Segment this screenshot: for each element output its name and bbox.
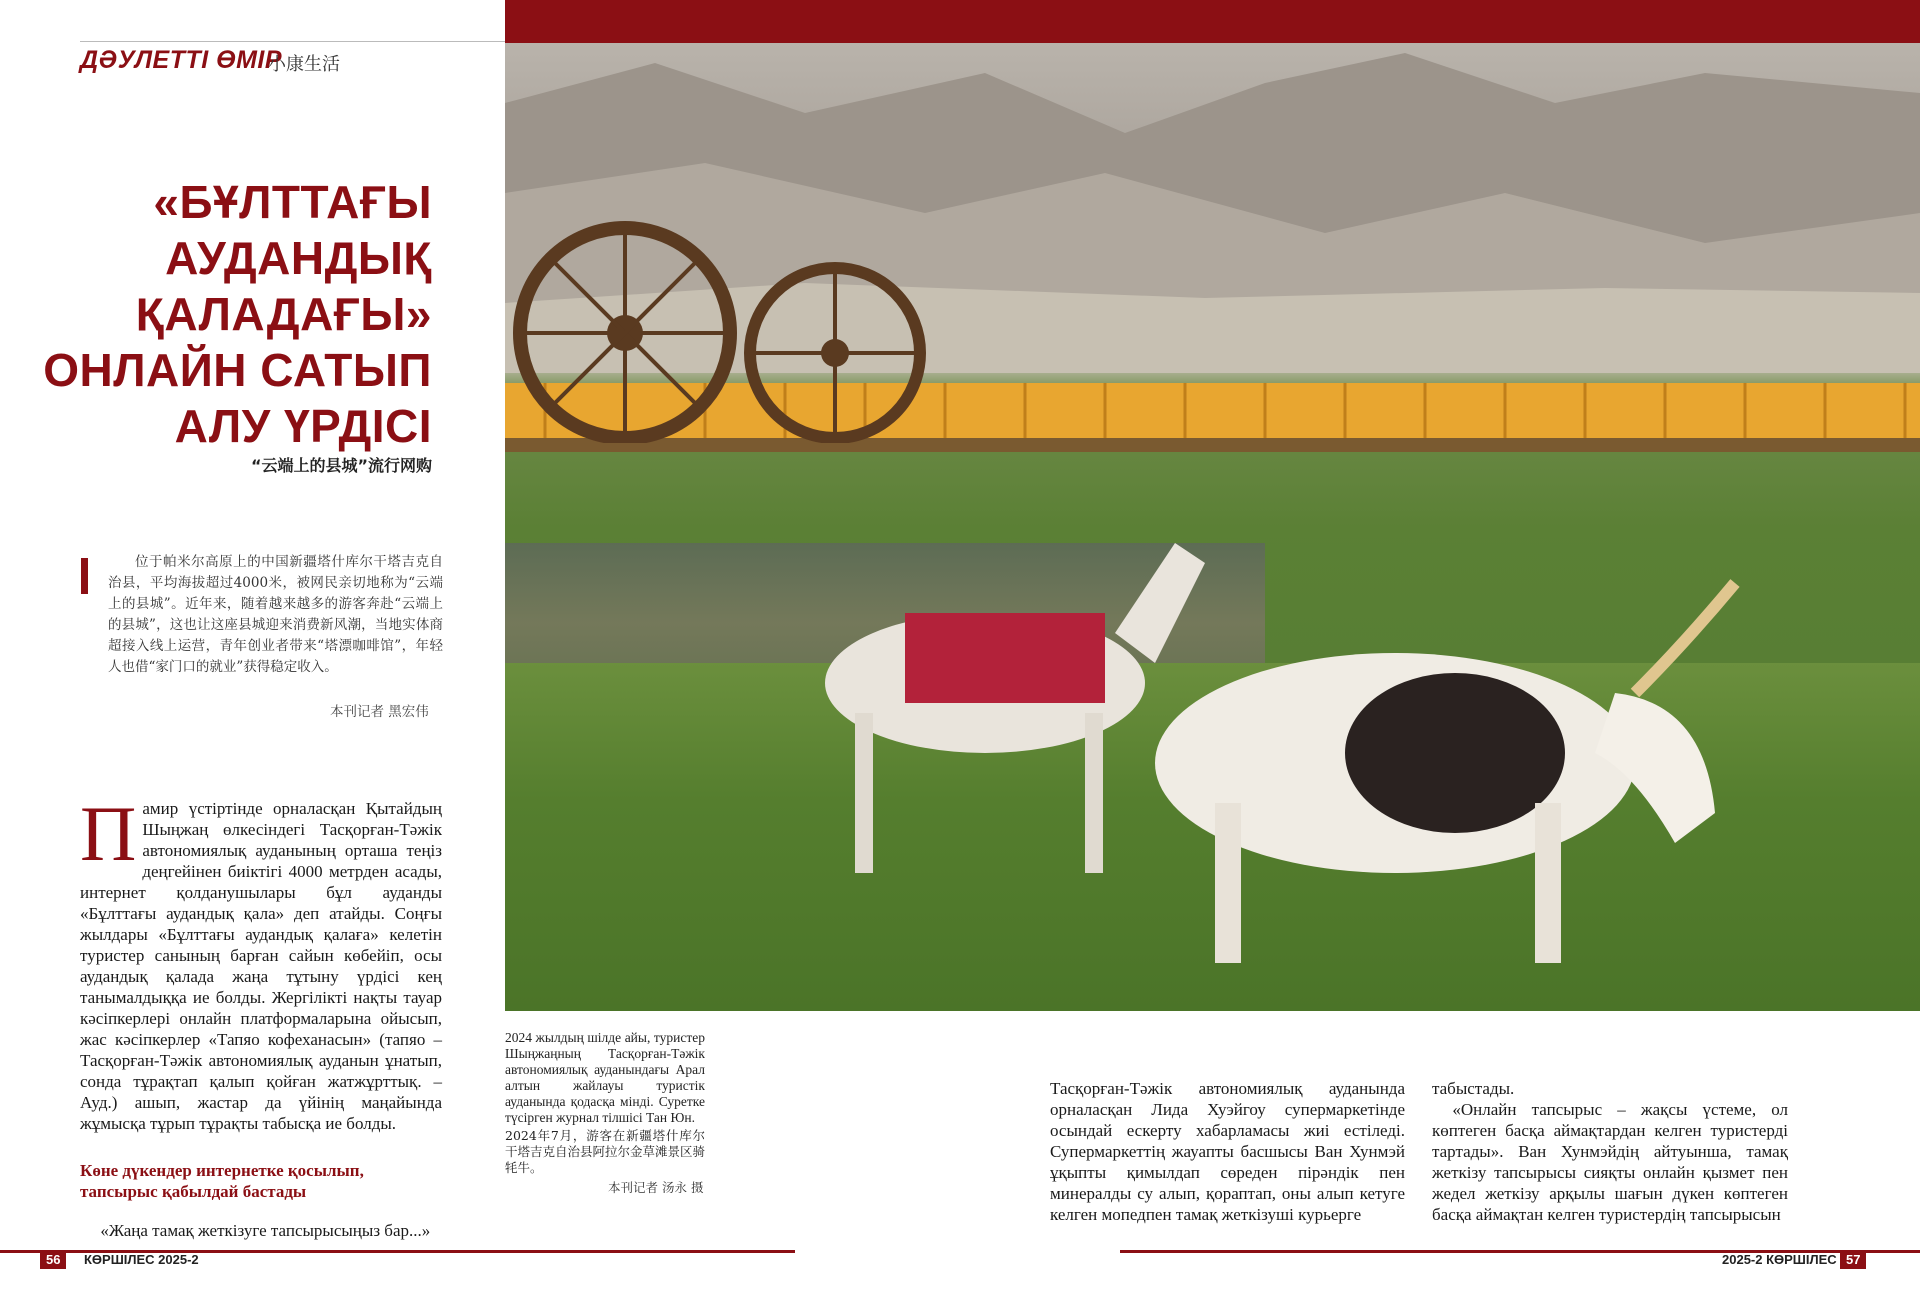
body-column-1 [80,790,442,1241]
footer-magazine-right: 2025-2 КӨРШІЛЕС [1722,1252,1837,1267]
top-color-bar [505,0,1920,43]
title-line: ҚАЛАДАҒЫ» [135,288,432,340]
header-rule [80,41,505,42]
lead-marker [81,558,88,594]
footer-magazine-left: КӨРШІЛЕС 2025-2 [84,1252,199,1267]
title-line: ОНЛАЙН САТЫП [43,344,432,396]
riders-on-horse-and-yak-illustration [755,523,1755,983]
body-text: амир үстіртінде орналасқан Қытайдың Шыңжаң өлкесіндегі Тасқорған-Тәжік автономиялық ауданының орташа теңіз деңгейінен биіктігі 4000 метрден асады, интернет қолданушылары бұл ауданды «Бұлттағы аудандық қала» деп атайды. Соңғы жылдары «Бұлттағы аудандық қалаға» келетін туристер санының барған сайын көбейіп, осы аудандық қалада жаңа тұтыну үрдісі кең танымалдыққа ие болды. Жергілікті нақты тауар кәсіпкерлері онлайн платформаларына ойысып, жас кәсіпкерлер «Тапяо кофеханасын» (тапяо – Тасқорған-Тәжік автономиялық ауданын ұнатып, сонда тұрақтап қалып қойған жатжұрттық. – Ауд.) ашып, жастар да үйінің маңайында жұмысқа тұрып тұрақты табысқа ие болды. [80,799,442,1133]
body-column-2: Тасқорған-Тәжік автономиялық ауданында орналасқан Лида Хуэйгоу супермаркетінде осындай ескерту хабарламасы жиі естіледі. Супермаркеттің жауапты басшысы Ван Хунмэй ұқыпты қимылдап сөреден пірәндік пен минералды су алып, қораптап, оны алып кетуге келген мопедпен тамақ жеткізуші курьерге [1050,1079,1405,1224]
feature-photo [505,43,1920,1011]
section-subheading: Көне дүкендер интернетке қосылып, тапсырыс қабылдай бастады [80,1161,364,1201]
body-paragraph: «Онлайн тапсырыс – жақсы үстеме, ол көптеген басқа аймақтардан келген туристерді тартады». Ван Хунмэйдің айтуынша, тамақ жеткізу тапсырысы сияқты онлайн қызмет пен жедел жеткізу арқылы шағын дүкен көптеген басқа аймақтан келген туристердің тапсырысын [1432,1100,1788,1224]
section-label-kz: ДӘУЛЕТТІ ӨМІР [80,46,283,74]
body-paragraph: табыстады. [1432,1079,1515,1098]
page-number-right: 57 [1840,1250,1866,1269]
body-column-3 [1432,1078,1788,1225]
drop-cap: П [80,790,137,877]
title-line: АЛУ ҮРДІСІ [174,400,432,452]
page-number-left: 56 [40,1250,66,1269]
lead-paragraph-cn: 位于帕米尔高原上的中国新疆塔什库尔干塔吉克自治县，平均海拔超过4000米，被网民亲切地称为“云端上的县城”。近年来，随着越来越多的游客奔赴“云端上的县城”，这也让这座县城迎来消费新风潮，当地实体商超接入线上运营，青年创业者带来“塔漂咖啡馆”，年轻人也借“家门口的就业”获得稳定收入。 [108,554,443,675]
title-line: «БҰЛТТАҒЫ [153,176,432,228]
body-paragraph [80,790,442,1134]
photo-credit: 本刊记者 汤永 摄 [608,1180,704,1195]
photo-caption-cn: 2024年7月，游客在新疆塔什库尔干塔吉克自治县阿拉尔金草滩景区骑牦牛。 [505,1128,706,1175]
lead-author: 本刊记者 黑宏伟 [330,704,429,720]
photo-caption-kz: 2024 жылдың шілде айы, туристер Шыңжаңның Тасқорған-Тәжік автономиялық ауданындағы Арал алтын жайлауы туристік ауданында қодасқа мінді. Суретке түсірген журнал тілшісі Тан Юн. [505,1030,705,1125]
body-paragraph: «Жаңа тамақ жеткізуге тапсырысыңыз бар...» [100,1221,431,1240]
title-line: АУДАНДЫҚ [165,232,432,284]
water-wheels-illustration [505,203,965,443]
section-label-cn: 小康生活 [268,54,340,75]
article-subtitle-cn: “云端上的县城”流行网购 [250,456,432,475]
article-title [12,174,432,454]
